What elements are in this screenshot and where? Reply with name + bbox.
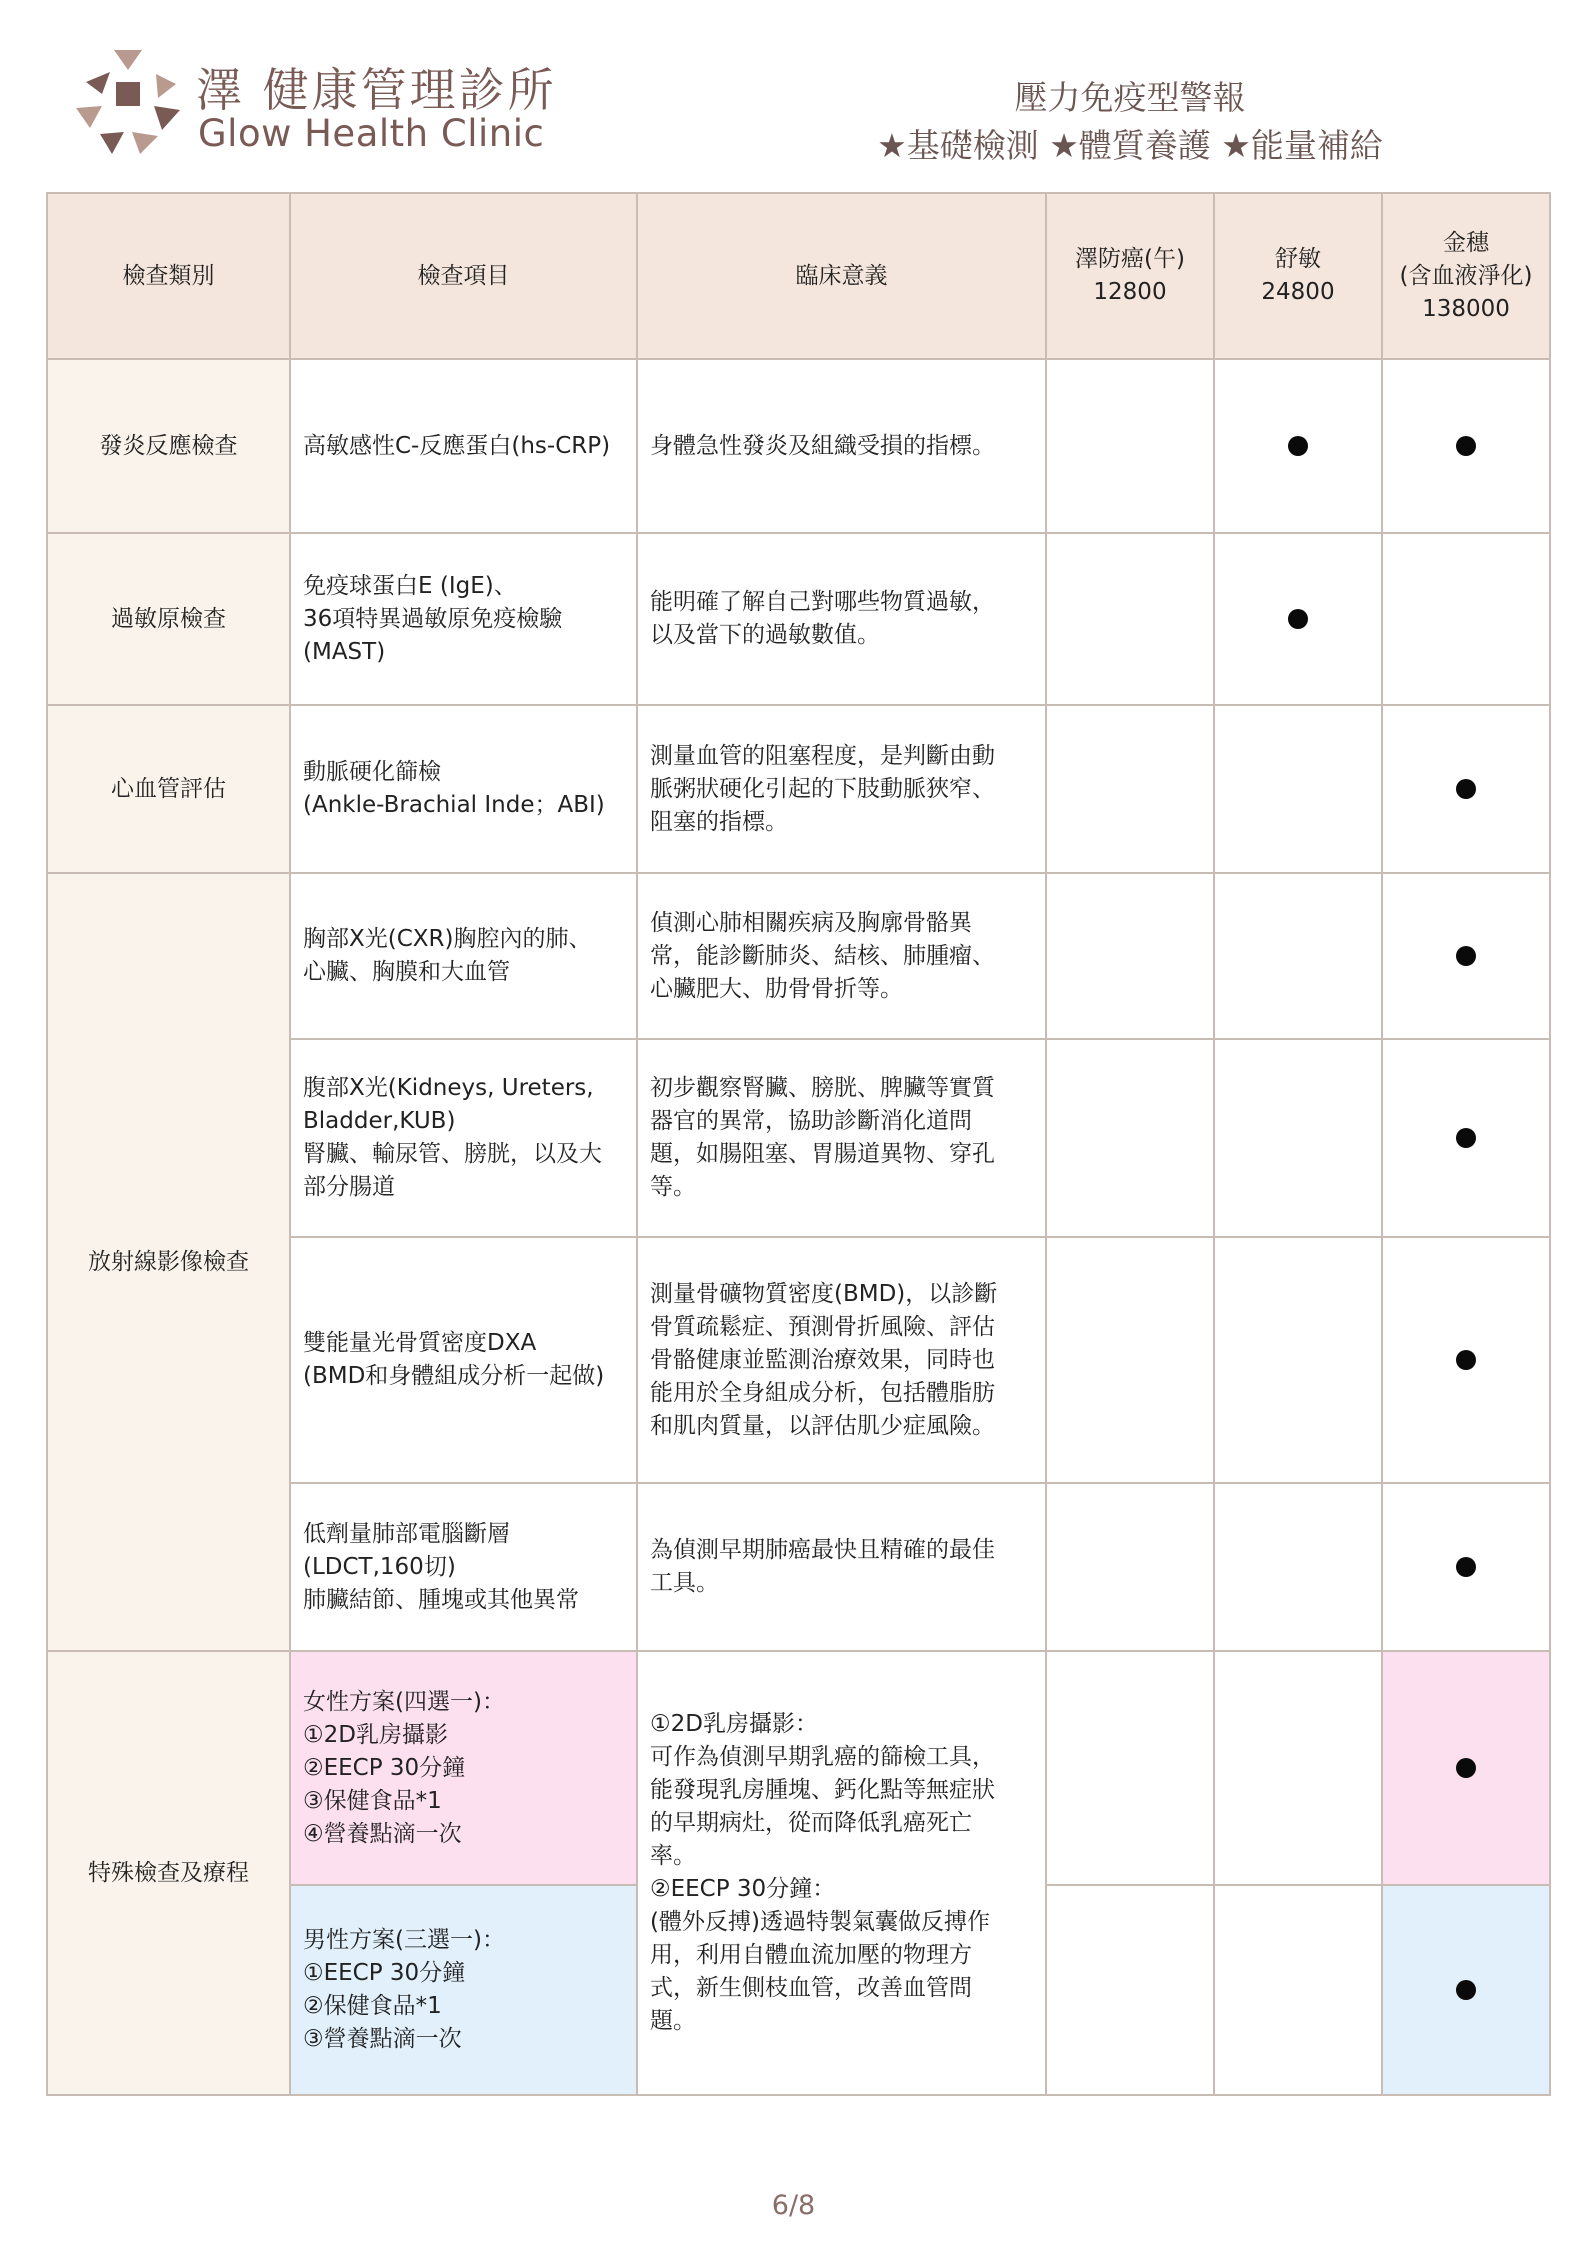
meaning-cell: 偵測心肺相關疾病及胸廓骨骼異 常，能診斷肺炎、結核、肺腫瘤、 心臟肥大、肋骨骨折等。 bbox=[637, 873, 1046, 1039]
category-cell: 放射線影像檢查 bbox=[47, 873, 290, 1651]
included-bullet-icon bbox=[1456, 1128, 1476, 1148]
plan-b-cell bbox=[1214, 1237, 1382, 1483]
category-cell: 心血管評估 bbox=[47, 705, 290, 873]
table-row bbox=[47, 359, 1550, 533]
plan-c-cell bbox=[1382, 873, 1550, 1039]
plan-b-cell bbox=[1214, 1885, 1382, 2095]
meaning-cell: 身體急性發炎及組織受損的指標。 bbox=[637, 359, 1046, 533]
included-bullet-icon bbox=[1456, 1980, 1476, 2000]
plan-b-price: 24800 bbox=[1261, 279, 1335, 305]
plan-c-cell bbox=[1382, 1483, 1550, 1651]
plan-a-cell bbox=[1046, 705, 1214, 873]
male-plan-cell: 男性方案(三選一)： ①EECP 30分鐘 ②保健食品*1 ③營養點滴一次 bbox=[290, 1885, 637, 2095]
table-row bbox=[47, 1651, 1550, 1885]
meaning-cell: 能明確了解自己對哪些物質過敏， 以及當下的過敏數值。 bbox=[637, 533, 1046, 705]
plan-a-cell bbox=[1046, 533, 1214, 705]
plan-b-name: 舒敏 bbox=[1275, 246, 1321, 272]
meaning-cell: 測量血管的阻塞程度，是判斷由動 脈粥狀硬化引起的下肢動脈狹窄、 阻塞的指標。 bbox=[637, 705, 1046, 873]
included-bullet-icon bbox=[1288, 436, 1308, 456]
category-cell: 發炎反應檢查 bbox=[47, 359, 290, 533]
plan-c-cell bbox=[1382, 1237, 1550, 1483]
category-cell: 特殊檢查及療程 bbox=[47, 1651, 290, 2095]
plan-c-cell bbox=[1382, 359, 1550, 533]
plan-b-cell bbox=[1214, 705, 1382, 873]
meaning-cell: 為偵測早期肺癌最快且精確的最佳 工具。 bbox=[637, 1483, 1046, 1651]
plan-c-cell bbox=[1382, 1885, 1550, 2095]
plan-c-cell bbox=[1382, 1651, 1550, 1885]
plan-b-cell bbox=[1214, 533, 1382, 705]
header-meaning: 臨床意義 bbox=[637, 193, 1046, 359]
item-cell: 腹部X光(Kidneys, Ureters, Bladder,KUB) 腎臟、輸尿管、膀胱，以及大 部分腸道 bbox=[290, 1039, 637, 1237]
plan-a-cell bbox=[1046, 359, 1214, 533]
header-item: 檢查項目 bbox=[290, 193, 637, 359]
item-cell: 動脈硬化篩檢 (Ankle-Brachial Inde；ABI) bbox=[290, 705, 637, 873]
table-row bbox=[47, 705, 1550, 873]
meaning-cell: 初步觀察腎臟、膀胱、脾臟等實質 器官的異常，協助診斷消化道問 題，如腸阻塞、胃腸道異物、穿孔 等。 bbox=[637, 1039, 1046, 1237]
category-cell: 過敏原檢查 bbox=[47, 533, 290, 705]
header-category: 檢查類別 bbox=[47, 193, 290, 359]
item-cell: 胸部X光(CXR)胸腔內的肺、 心臟、胸膜和大血管 bbox=[290, 873, 637, 1039]
item-cell: 雙能量光骨質密度DXA (BMD和身體組成分析一起做) bbox=[290, 1237, 637, 1483]
included-bullet-icon bbox=[1288, 609, 1308, 629]
included-bullet-icon bbox=[1456, 1758, 1476, 1778]
female-plan-cell: 女性方案(四選一)： ①2D乳房攝影 ②EECP 30分鐘 ③保健食品*1 ④營養點滴一次 bbox=[290, 1651, 637, 1885]
header-plan-a bbox=[1046, 193, 1214, 359]
plan-a-cell bbox=[1046, 873, 1214, 1039]
plan-a-cell bbox=[1046, 1651, 1214, 1885]
program-title: 壓力免疫型警報 bbox=[1014, 78, 1246, 117]
plan-c-note: (含血液淨化) bbox=[1399, 262, 1533, 289]
plan-b-cell bbox=[1214, 359, 1382, 533]
clinic-logo bbox=[72, 46, 184, 158]
included-bullet-icon bbox=[1456, 779, 1476, 799]
meaning-cell: 測量骨礦物質密度(BMD)，以診斷 骨質疏鬆症、預測骨折風險、評估 骨骼健康並監測治療效果，同時也 能用於全身組成分析，包括體脂肪 和肌肉質量，以評估肌少症風險。 bbox=[637, 1237, 1046, 1483]
header-plan-b bbox=[1214, 193, 1382, 359]
exam-table bbox=[46, 192, 1551, 2096]
included-bullet-icon bbox=[1456, 1350, 1476, 1370]
plan-c-name: 金穗 bbox=[1443, 229, 1489, 256]
plan-a-price: 12800 bbox=[1093, 279, 1167, 305]
plan-a-cell bbox=[1046, 1237, 1214, 1483]
meaning-cell: ①2D乳房攝影： 可作為偵測早期乳癌的篩檢工具， 能發現乳房腫塊、鈣化點等無症狀 的早期病灶，從而降低乳癌死亡 率。 ②EECP 30分鐘： (體外反搏)透過特製氣囊做反搏作 用，利用自體血流加壓的物理方 式，新生側枝血管，改善血管問 題。 bbox=[637, 1651, 1046, 2095]
plan-a-cell bbox=[1046, 1885, 1214, 2095]
item-cell: 免疫球蛋白E (IgE)、 36項特異過敏原免疫檢驗 (MAST) bbox=[290, 533, 637, 705]
page-number: 6/8 bbox=[771, 2190, 816, 2221]
program-subtitle: ★基礎檢測 ★體質養護 ★能量補給 bbox=[877, 126, 1383, 165]
plan-b-cell bbox=[1214, 1651, 1382, 1885]
plan-a-cell bbox=[1046, 1483, 1214, 1651]
brand-name-cn: 澤 健康管理診所 bbox=[196, 63, 557, 117]
table-row bbox=[47, 873, 1550, 1039]
plan-b-cell bbox=[1214, 873, 1382, 1039]
plan-c-cell bbox=[1382, 533, 1550, 705]
item-cell: 高敏感性C-反應蛋白(hs-CRP) bbox=[290, 359, 637, 533]
plan-b-cell bbox=[1214, 1483, 1382, 1651]
plan-c-price: 138000 bbox=[1422, 295, 1510, 322]
item-cell: 低劑量肺部電腦斷層 (LDCT,160切) 肺臟結節、腫塊或其他異常 bbox=[290, 1483, 637, 1651]
plan-c-cell bbox=[1382, 705, 1550, 873]
header-plan-c bbox=[1382, 193, 1550, 359]
plan-b-cell bbox=[1214, 1039, 1382, 1237]
plan-c-cell bbox=[1382, 1039, 1550, 1237]
included-bullet-icon bbox=[1456, 436, 1476, 456]
table-header-row bbox=[47, 193, 1550, 359]
plan-a-name: 澤防癌(午) bbox=[1075, 246, 1185, 272]
plan-a-cell bbox=[1046, 1039, 1214, 1237]
included-bullet-icon bbox=[1456, 1557, 1476, 1577]
brand-name-en: Glow Health Clinic bbox=[198, 112, 545, 155]
included-bullet-icon bbox=[1456, 946, 1476, 966]
table-row bbox=[47, 533, 1550, 705]
